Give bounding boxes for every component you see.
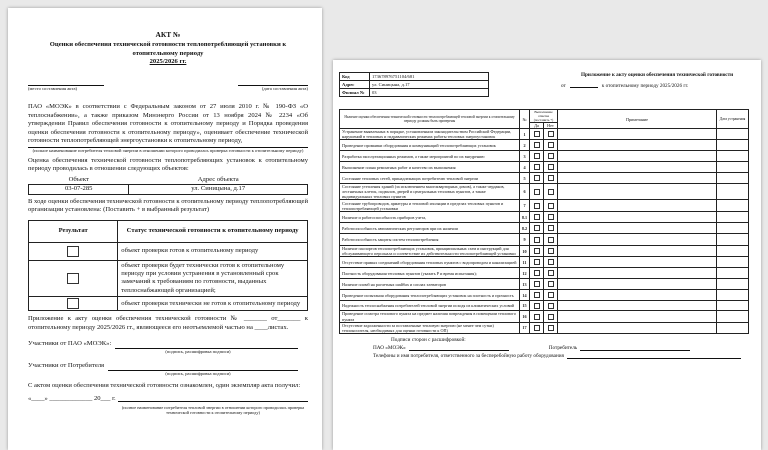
note-cell[interactable] bbox=[558, 290, 717, 301]
checklist-text: Надежность теплоснабжения потребителей тепловой энергии исходя из климатических условий bbox=[340, 301, 520, 311]
note-cell[interactable] bbox=[558, 223, 717, 234]
date-cell[interactable] bbox=[717, 140, 749, 151]
checkbox-no[interactable] bbox=[548, 153, 554, 159]
checklist-row bbox=[340, 200, 749, 212]
code-value: 173678976751104/681 bbox=[370, 73, 489, 81]
checkbox-yes[interactable] bbox=[534, 131, 540, 137]
place-line[interactable] bbox=[28, 79, 104, 86]
checklist-text: Отсутствие прямых соединений оборудования тепловых пунктов с водопроводом и канализацией bbox=[340, 257, 520, 268]
checkbox-yes[interactable] bbox=[534, 214, 540, 220]
date-cell[interactable] bbox=[717, 162, 749, 173]
sign-moek: ПАО «МОЭК» bbox=[373, 344, 406, 351]
checkbox-yes[interactable] bbox=[534, 314, 540, 320]
date-cell[interactable] bbox=[717, 184, 749, 200]
checklist-number: 10 bbox=[520, 246, 530, 257]
checkbox-no[interactable] bbox=[548, 189, 554, 195]
sign-consumer-line[interactable] bbox=[108, 364, 298, 371]
sign-moek-line[interactable] bbox=[115, 342, 298, 349]
checklist-text: Отсутствие задолженности за поставленные тепловую энергию (не менее чем сутки) теплоносителя, необходимых для оценки готовности к ОП) bbox=[340, 322, 520, 333]
res-head-result: Результат bbox=[29, 220, 118, 242]
note-cell[interactable] bbox=[558, 268, 717, 279]
checkbox-yes[interactable] bbox=[534, 203, 540, 209]
branch-label: Филиал № bbox=[340, 89, 370, 97]
result-checkbox-conditional[interactable] bbox=[67, 273, 79, 284]
checklist-row bbox=[340, 184, 749, 200]
note-cell[interactable] bbox=[558, 279, 717, 290]
result-checkbox-ready[interactable] bbox=[67, 246, 79, 257]
checkbox-yes[interactable] bbox=[534, 237, 540, 243]
checklist-row bbox=[340, 212, 749, 223]
date-cell[interactable] bbox=[717, 279, 749, 290]
checklist-text: Проведение промывки оборудования и коммуникаций теплопотребляющих установок bbox=[340, 140, 520, 151]
note-cell[interactable] bbox=[558, 257, 717, 268]
act-title: АКТ № bbox=[155, 30, 181, 39]
date-cell[interactable] bbox=[717, 212, 749, 223]
checkbox-no[interactable] bbox=[548, 281, 554, 287]
checklist-number: 12 bbox=[520, 268, 530, 279]
appendix-from: от bbox=[561, 83, 566, 90]
checkbox-yes[interactable] bbox=[534, 142, 540, 148]
checklist-row bbox=[340, 268, 749, 279]
branch-value: 03 bbox=[370, 89, 489, 97]
checkbox-yes[interactable] bbox=[534, 248, 540, 254]
note-cell[interactable] bbox=[558, 234, 717, 246]
appendix-page bbox=[333, 60, 761, 450]
phones-field[interactable] bbox=[567, 354, 741, 359]
date-cell[interactable] bbox=[717, 223, 749, 234]
checklist-number: 11 bbox=[520, 257, 530, 268]
checklist-row bbox=[340, 322, 749, 333]
checkbox-no[interactable] bbox=[548, 237, 554, 243]
checklist-row bbox=[340, 234, 749, 246]
checklist-text: Разработка эксплуатационных режимов, а также мероприятий по их внедрению bbox=[340, 151, 520, 162]
place-label: (место составления акта) bbox=[28, 85, 78, 91]
checkbox-no[interactable] bbox=[548, 259, 554, 265]
date-cell[interactable] bbox=[717, 246, 749, 257]
checklist-row bbox=[340, 129, 749, 140]
note-cell[interactable] bbox=[558, 129, 717, 140]
result-not-ready: объект проверки технически не готов к отопительному периоду bbox=[118, 297, 308, 311]
checklist-text: Устранение выявленных в порядке, установленном законодательством Российской Федерации, нарушений в тепловых и гидравлических режимах работы тепловых энергоустановок bbox=[340, 129, 520, 140]
col-note: Примечание bbox=[558, 110, 717, 129]
checklist-text: Проведение испытания оборудования теплопотребляющих установок на плотность и прочность bbox=[340, 290, 520, 301]
sign-title: Подписи сторон с расшифровкой: bbox=[391, 336, 466, 343]
date-cell[interactable] bbox=[717, 290, 749, 301]
sign-moek-label: Участники от ПАО «МОЭК»: bbox=[28, 340, 112, 348]
checklist-number: 17 bbox=[520, 322, 530, 333]
checkbox-no[interactable] bbox=[548, 142, 554, 148]
checkbox-yes[interactable] bbox=[534, 303, 540, 309]
checklist-text: Наличие и работоспособность приборов учета, bbox=[340, 212, 520, 223]
checklist-row bbox=[340, 223, 749, 234]
para-result: В ходе оценки обеспечения технической готовности к отопительному периоду теплопотребляющей организации установлена: (Поставить + в выбранный результат) bbox=[28, 197, 308, 214]
checklist-text: Состояние утепления зданий (за исключением многоквартирных домов), а также чердаков, лестничных клеток, подвалов, дверей и центральных тепловых пунктов, а также индивидуальных тепловых пунктов bbox=[340, 184, 520, 200]
checklist-number: 14 bbox=[520, 290, 530, 301]
obj-head-object: Объект bbox=[68, 175, 89, 183]
checklist-text: Плотность оборудования тепловых пунктов (указать Р и время испытания); bbox=[340, 268, 520, 279]
obj-address: ул. Синицына, д.17 bbox=[129, 185, 308, 194]
checklist-number: 9 bbox=[520, 234, 530, 246]
obj-code: 03-07-285 bbox=[29, 185, 129, 194]
date-cell[interactable] bbox=[717, 257, 749, 268]
checkbox-no[interactable] bbox=[548, 248, 554, 254]
date-line[interactable] bbox=[238, 79, 308, 86]
checkbox-yes[interactable] bbox=[534, 325, 540, 331]
result-conditional: объект проверки будет технически готов к отопительному периоду при условии устранения в установленный срок замечаний к требованиям по готовности, выданных теплоснабжающей организацией; bbox=[118, 260, 308, 297]
checkbox-no[interactable] bbox=[548, 131, 554, 137]
checkbox-no[interactable] bbox=[548, 175, 554, 181]
checklist-row bbox=[340, 162, 749, 173]
date-cell[interactable] bbox=[717, 311, 749, 322]
checkbox-yes[interactable] bbox=[534, 225, 540, 231]
checklist-number: 7 bbox=[520, 200, 530, 212]
checklist-row bbox=[340, 311, 749, 322]
para-received: С актом оценки обеспечения технической готовности ознакомлен, один экземпляр акта получил: bbox=[28, 382, 301, 390]
checklist-row bbox=[340, 257, 749, 268]
obj-head-address: Адрес объекта bbox=[197, 175, 239, 183]
checkbox-no[interactable] bbox=[548, 314, 554, 320]
act-page bbox=[8, 8, 322, 450]
received-date: «____» _____________ 20___ г. bbox=[28, 394, 116, 402]
checklist-row bbox=[340, 290, 749, 301]
note-cell[interactable] bbox=[558, 322, 717, 333]
checklist-number: 15 bbox=[520, 301, 530, 311]
appendix-period: к отопительному периоду 2025/2026 гг. bbox=[601, 83, 689, 90]
result-checkbox-not-ready[interactable] bbox=[67, 298, 79, 309]
col-date: Дата устранения bbox=[717, 110, 749, 129]
checklist-number: 16 bbox=[520, 311, 530, 322]
checkbox-yes[interactable] bbox=[534, 270, 540, 276]
note-cell[interactable] bbox=[558, 162, 717, 173]
checkbox-yes[interactable] bbox=[534, 292, 540, 298]
note-cell[interactable] bbox=[558, 212, 717, 223]
checkbox-yes[interactable] bbox=[534, 164, 540, 170]
checklist-row bbox=[340, 301, 749, 311]
res-head-status: Статус технической готовности к отопительному периоду bbox=[118, 220, 308, 242]
checklist-row bbox=[340, 140, 749, 151]
checklist-number: 13 bbox=[520, 279, 530, 290]
checklist-text: Проведение осмотра теплового пункта на предмет наличия повреждения в помещении теплового пункта bbox=[340, 311, 520, 322]
date-cell[interactable] bbox=[717, 129, 749, 140]
para-objects: Оценка обеспечения технической готовности теплопотребляющих установок к отопительному периоду проводилась в отношении следующих объектов: bbox=[28, 156, 308, 173]
received-sign-line[interactable] bbox=[118, 395, 308, 402]
checklist-row bbox=[340, 246, 749, 257]
para-law: ПАО «МОЭК» в соответствии с Федеральным законом от 27 июля 2010 г. № 190-ФЗ «О теплоснабжении», а также приказом Минэнерго России от 13 ноября 2024 № 2234 «Об утверждении Правил обеспечения готовности к отопительному периоду и Порядка проведения оценки обеспечения готовности к отопительному периоду», оценивает обеспечение технической готовности теплопотребляющей энергоустановки к отопительному периоду, bbox=[28, 103, 308, 145]
col-no: Нет bbox=[544, 123, 558, 129]
meta-table bbox=[339, 72, 489, 97]
code-label: Код bbox=[340, 73, 370, 81]
date-cell[interactable] bbox=[717, 268, 749, 279]
note-cell[interactable] bbox=[558, 200, 717, 212]
date-label: (дата составления акта) bbox=[261, 85, 308, 91]
checkbox-no[interactable] bbox=[548, 225, 554, 231]
col-number: № bbox=[520, 110, 530, 129]
note-cell[interactable] bbox=[558, 151, 717, 162]
col-yes: Да bbox=[530, 123, 544, 129]
date-cell[interactable] bbox=[717, 322, 749, 333]
checklist-row bbox=[340, 173, 749, 184]
checkbox-no[interactable] bbox=[548, 164, 554, 170]
results-table bbox=[28, 220, 308, 312]
note-cell[interactable] bbox=[558, 140, 717, 151]
sign-moek-note: (подпись, расшифровка подписи) bbox=[165, 348, 231, 354]
sign-consumer-note: (подпись, расшифровка подписи) bbox=[165, 370, 231, 376]
sign-moek-field[interactable] bbox=[409, 346, 509, 351]
note-cell[interactable] bbox=[558, 311, 717, 322]
checklist-number: 3 bbox=[520, 151, 530, 162]
note-cell[interactable] bbox=[558, 301, 717, 311]
checklist-text: Наличие паспортов теплопотребляющих установок, принципиальных схем и инструкций для обслуживающего персонала и соответствие их действительности теплопотребляющей установки bbox=[340, 246, 520, 257]
checklist-text: Состояние тепловых сетей, принадлежащих потребителю тепловой энергии bbox=[340, 173, 520, 184]
checklist-number: 6 bbox=[520, 184, 530, 200]
checkbox-yes[interactable] bbox=[534, 175, 540, 181]
checkbox-yes[interactable] bbox=[534, 189, 540, 195]
checklist-number: 5 bbox=[520, 173, 530, 184]
checklist-text: Состояние трубопроводов, арматуры и тепловой изоляции в пределах тепловых пунктов и теплопотребляющей установки bbox=[340, 200, 520, 212]
checklist-text: Работоспособность защиты систем теплопотребления bbox=[340, 234, 520, 246]
result-ready: объект проверки готов к отопительному периоду bbox=[118, 242, 308, 260]
addr-value: ул. Синицына, д.17 bbox=[370, 81, 489, 89]
sign-consumer-label: Участники от Потребителя bbox=[28, 362, 105, 370]
checklist-text: Работоспособность автоматических регуляторов при их наличии bbox=[340, 223, 520, 234]
checkbox-no[interactable] bbox=[548, 303, 554, 309]
checkbox-yes[interactable] bbox=[534, 281, 540, 287]
col-requirement: Наличие оценки обеспечения технической готовности теплопотребляющей тепловой энергии к отопительному периоду должны быть проверены bbox=[340, 110, 520, 129]
checklist-text: Наличие пломб на расчетных шайбах и соплах элеваторов bbox=[340, 279, 520, 290]
checkbox-yes[interactable] bbox=[534, 153, 540, 159]
checklist-row bbox=[340, 279, 749, 290]
date-cell[interactable] bbox=[717, 234, 749, 246]
sign-consumer-field[interactable] bbox=[580, 346, 690, 351]
date-cell[interactable] bbox=[717, 173, 749, 184]
col-done: Выполнение отметка (поставить +) bbox=[530, 110, 558, 123]
checkbox-no[interactable] bbox=[548, 214, 554, 220]
checklist-number: 8.2 bbox=[520, 223, 530, 234]
checklist-row bbox=[340, 151, 749, 162]
objects-table bbox=[28, 176, 308, 195]
checklist-number: 8.1 bbox=[520, 212, 530, 223]
checkbox-no[interactable] bbox=[548, 325, 554, 331]
phones-label: Телефоны и имя потребителя, ответственного за бесперебойную работу оборудования bbox=[373, 353, 564, 360]
checklist-number: 1 bbox=[520, 129, 530, 140]
note-cell[interactable] bbox=[558, 184, 717, 200]
act-subtitle: Оценки обеспечения технической готовности теплопотребляющей установки к отопительному периоду bbox=[49, 41, 287, 57]
date-cell[interactable] bbox=[717, 200, 749, 212]
act-period: 2025/2026 гг. bbox=[149, 58, 187, 66]
checkbox-yes[interactable] bbox=[534, 259, 540, 265]
appendix-title: Приложение к акту оценки обеспечения технической готовности bbox=[581, 72, 734, 78]
checklist-text: Выполнение плана ремонтных работ и качество их выполнения bbox=[340, 162, 520, 173]
date-cell[interactable] bbox=[717, 301, 749, 311]
final-note: (полное наименование потребителя тепловой энергии в отношении которого проводилась проверка технической готовности к отопительному периоду) bbox=[121, 404, 305, 416]
checklist-number: 2 bbox=[520, 140, 530, 151]
addr-label: Адрес bbox=[340, 81, 370, 89]
appendix-date-line[interactable] bbox=[570, 83, 598, 88]
checkbox-no[interactable] bbox=[548, 292, 554, 298]
checkbox-no[interactable] bbox=[548, 270, 554, 276]
checkbox-no[interactable] bbox=[548, 203, 554, 209]
date-cell[interactable] bbox=[717, 151, 749, 162]
consumer-note: (полное наименование потребителя тепловой энергии в отношении которого проводилась проверка готовности к отопительному периоду) bbox=[32, 148, 304, 154]
note-cell[interactable] bbox=[558, 246, 717, 257]
para-appendix: Приложение к акту оценки обеспечения технической готовности № _______ от_______ к отопительному периоду 2025/2026 гг., являющееся его неотъемлемой частью на ____листах. bbox=[28, 315, 308, 331]
checklist-table bbox=[339, 109, 749, 334]
checklist-number: 4 bbox=[520, 162, 530, 173]
note-cell[interactable] bbox=[558, 173, 717, 184]
sign-consumer: Потребитель bbox=[548, 344, 578, 351]
